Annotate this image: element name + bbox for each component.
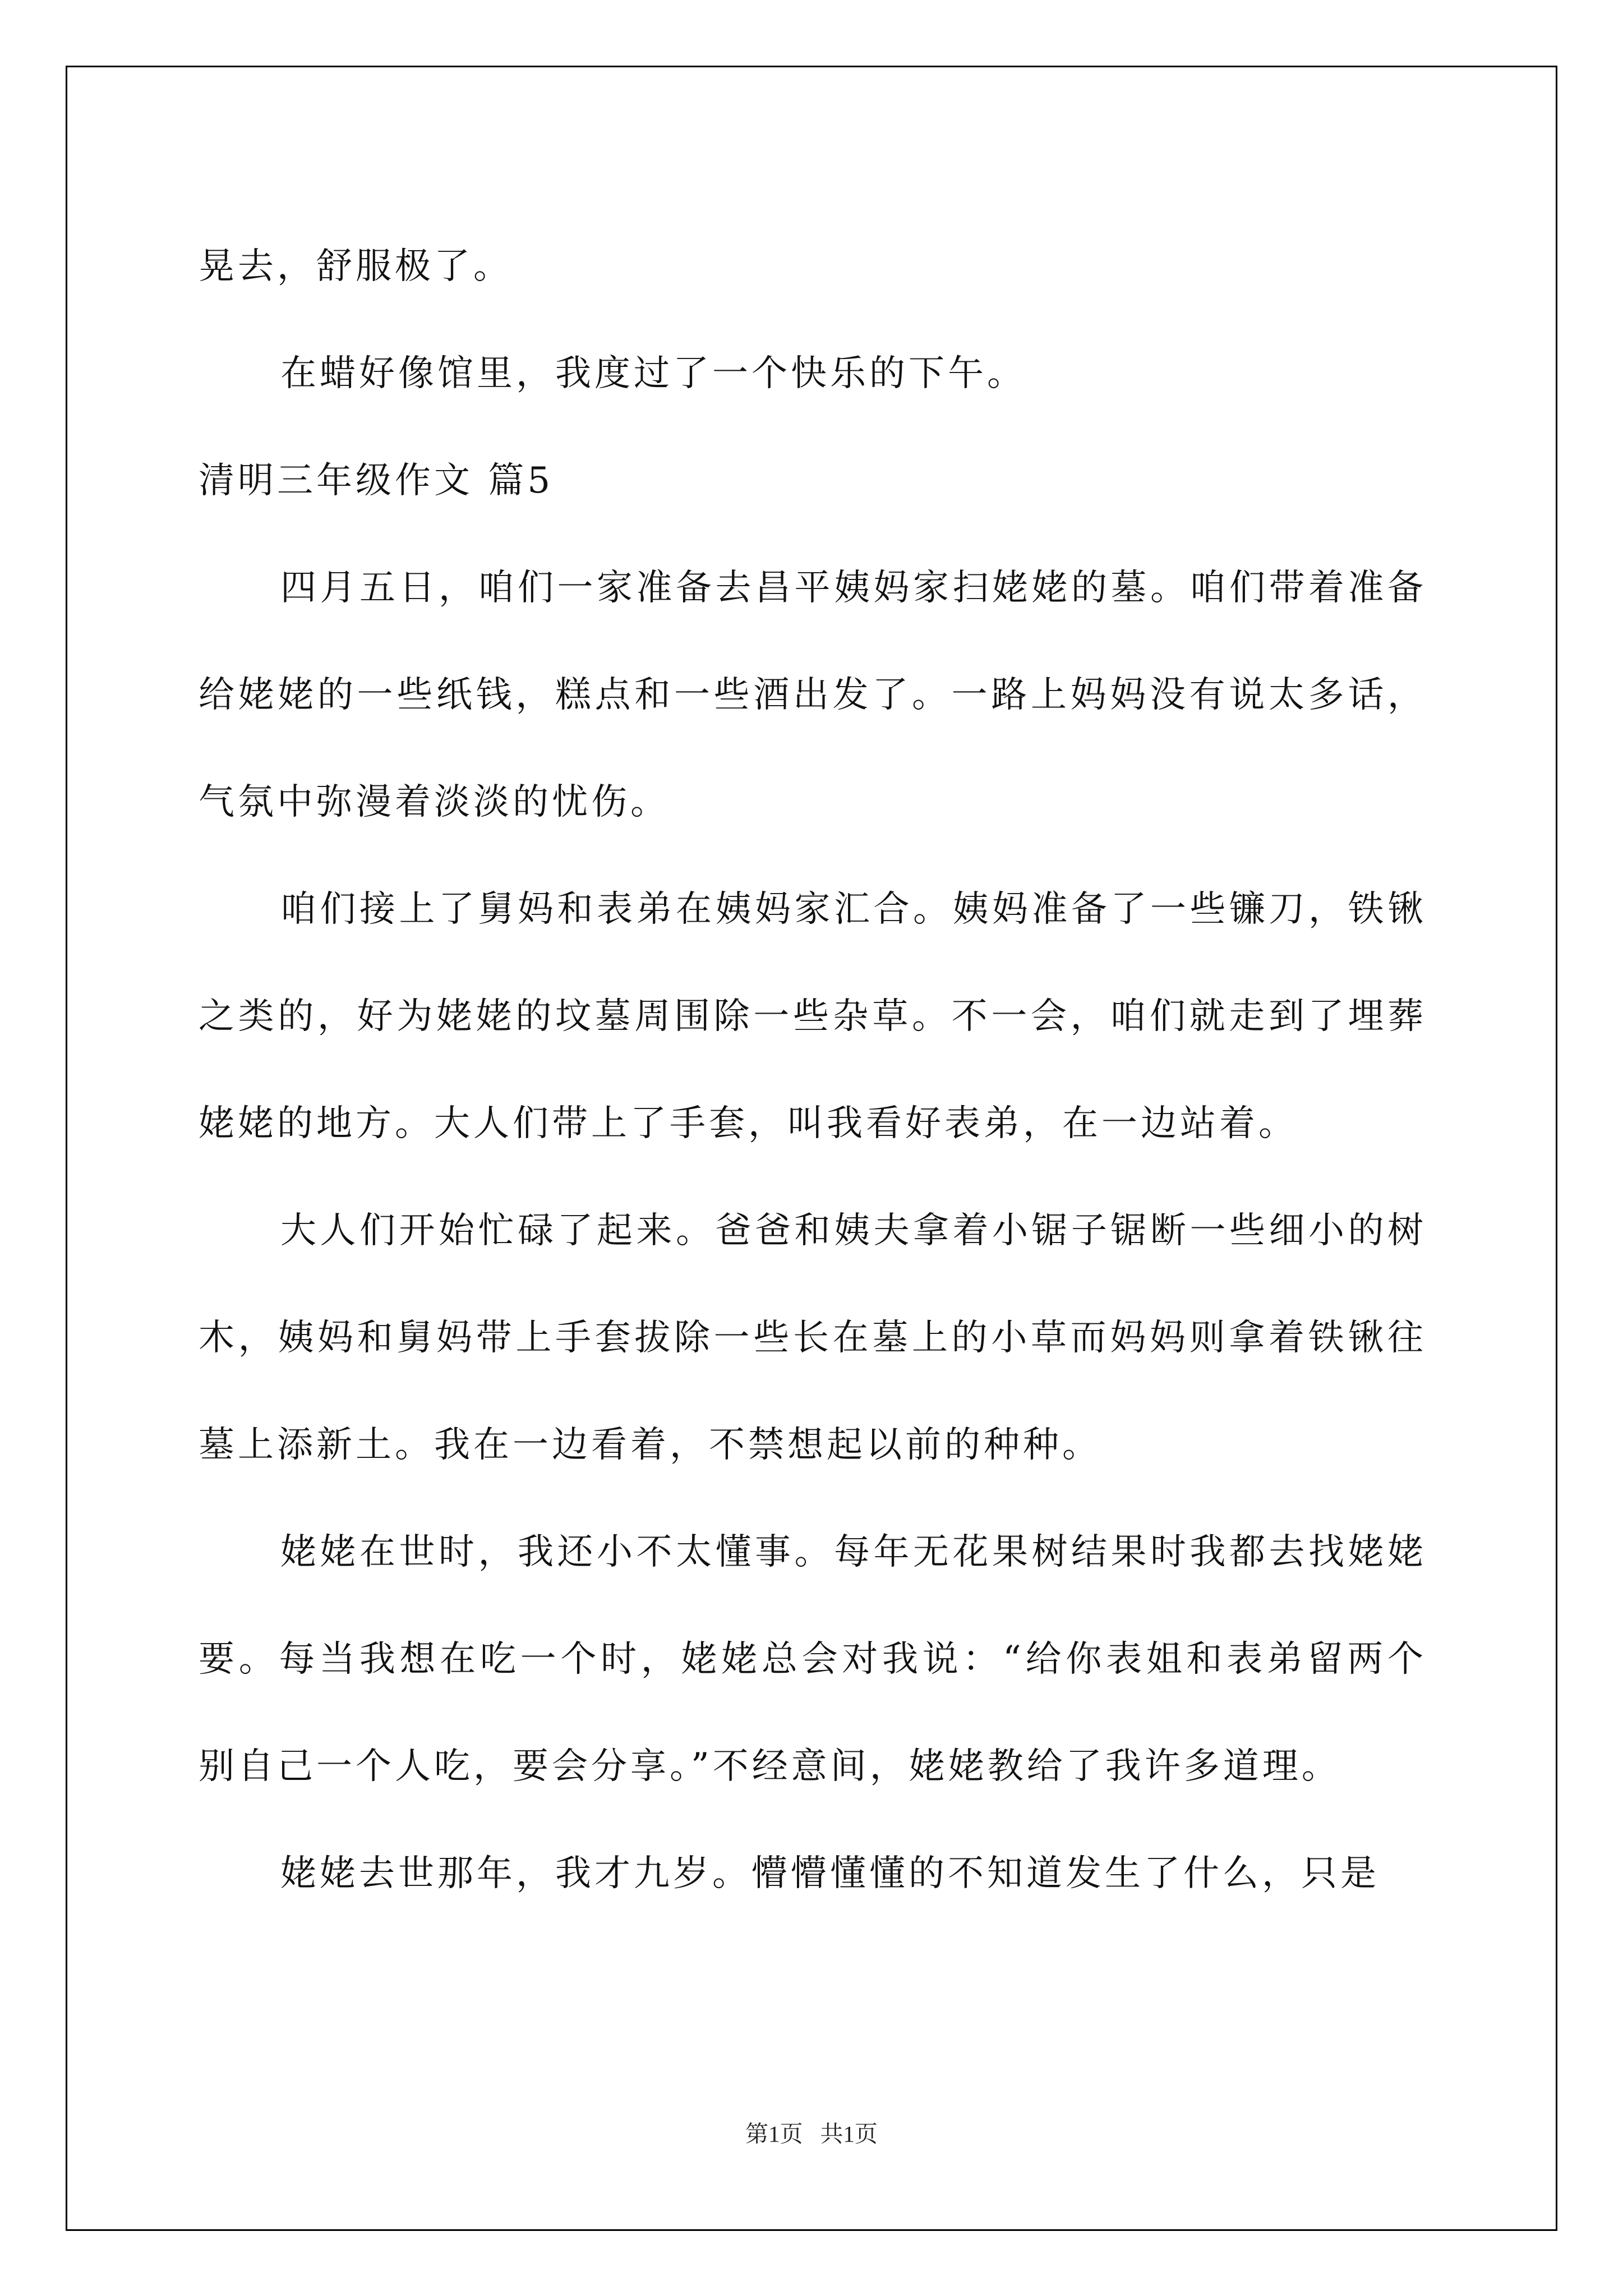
closing-paragraph: 在蜡好像馆里，我度过了一个快乐的下午。 [280, 353, 1026, 394]
page-footer: 第1页 共1页 [745, 2121, 878, 2147]
body-paragraph: 姥姥去世那年，我才九岁。懵懵懂懂的不知道发生了什么，只是 [280, 1853, 1380, 1894]
document-body [199, 213, 1427, 1927]
body-paragraph: 咱们接上了舅妈和表弟在姨妈家汇合。姨妈准备了一些镰刀，铁锹之类的，好为姥姥的坟墓周围除一些杂草。不一会，咱们就走到了埋葬姥姥的地方。大人们带上了手套，叫我看好表弟，在一边站着。 [199, 889, 1427, 1144]
body-paragraph: 四月五日，咱们一家准备去昌平姨妈家扫姥姥的墓。咱们带着准备给姥姥的一些纸钱，糕点和一些酒出发了。一路上妈妈没有说太多话，气氛中弥漫着淡淡的忧伤。 [199, 567, 1427, 823]
body-paragraph: 大人们开始忙碌了起来。爸爸和姨夫拿着小锯子锯断一些细小的树木，姨妈和舅妈带上手套拔除一些长在墓上的小草而妈妈则拿着铁锹往墓上添新土。我在一边看着，不禁想起以前的种种。 [199, 1210, 1427, 1466]
section-title: 清明三年级作文 篇5 [199, 460, 554, 501]
body-paragraph: 姥姥在世时，我还小不太懂事。每年无花果树结果时我都去找姥姥要。每当我想在吃一个时，姥姥总会对我说：“给你表姐和表弟留两个别自己一个人吃，要会分享。”不经意间，姥姥教给了我许多道理。 [199, 1531, 1427, 1787]
continuation-paragraph: 晃去，舒服极了。 [199, 246, 513, 287]
